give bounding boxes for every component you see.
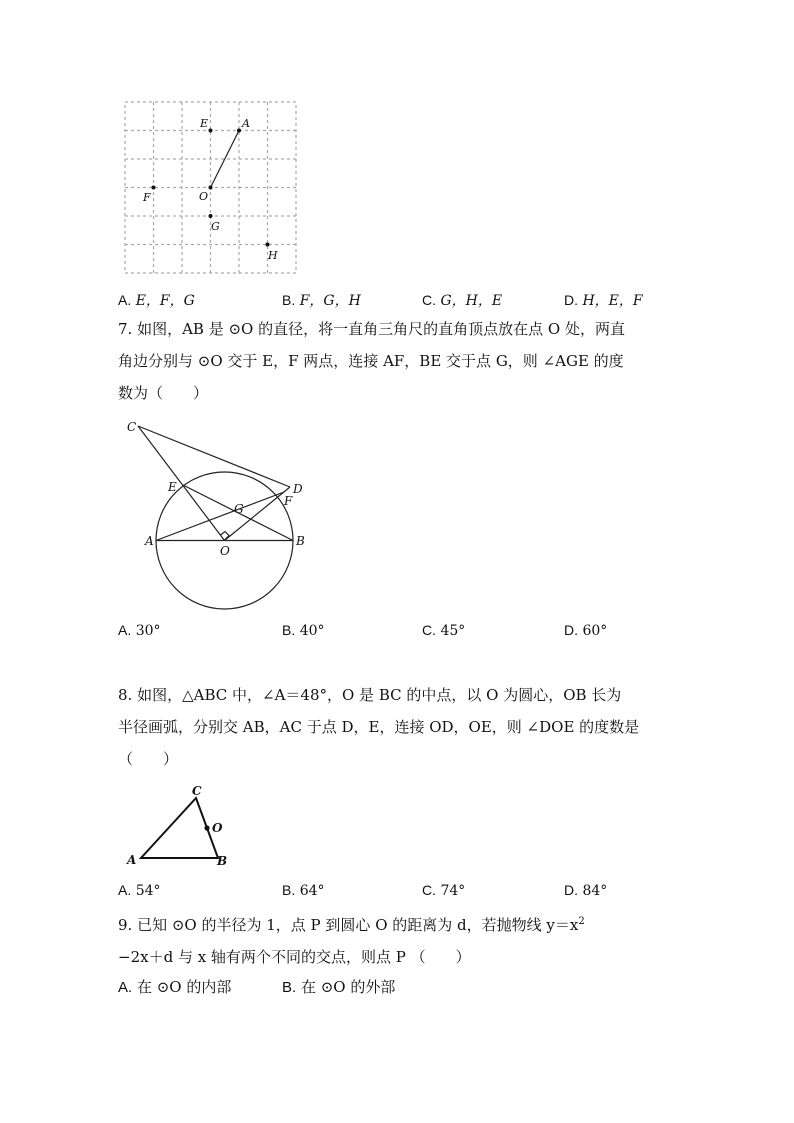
label-E: E <box>168 480 177 494</box>
q8-option-d[interactable]: D. 84° <box>564 882 608 899</box>
label-B: B <box>217 854 228 868</box>
label-C: C <box>127 420 137 434</box>
label-E: E <box>200 117 209 130</box>
right-angle-mark <box>221 532 230 541</box>
q9-line-1-text: 9. 已知 ⊙O 的半径为 1，点 P 到圆心 O 的距离为 d，若抛物线 y＝x <box>118 916 579 934</box>
q9-line-2: −2x＋d 与 x 轴有两个不同的交点，则点 P （ ） <box>118 948 471 966</box>
q7-line-2: 角边分别与 ⊙O 交于 E，F 两点，连接 AF，BE 交于点 G，则 ∠AGE 的度 <box>118 352 624 370</box>
point-O <box>209 186 213 190</box>
label-F: F <box>143 191 151 204</box>
label-C: C <box>192 784 202 798</box>
segment-AF <box>156 492 284 541</box>
label-D: D <box>293 482 303 496</box>
q7-line-3: 数为（ ） <box>118 384 209 402</box>
point-G <box>209 214 213 218</box>
point-H <box>266 243 270 247</box>
label-F: F <box>284 494 293 508</box>
q9-exponent: 2 <box>578 916 585 927</box>
q8-option-c[interactable]: C. 74° <box>422 882 466 899</box>
triangle-figure <box>118 780 248 872</box>
q8-option-b[interactable]: B. 64° <box>282 882 325 899</box>
label-G: G <box>211 220 220 233</box>
q8-option-a[interactable]: A. 54° <box>118 882 161 899</box>
point-A <box>237 129 241 133</box>
point-E <box>209 129 213 133</box>
label-O: O <box>220 544 230 558</box>
label-A: A <box>145 534 154 548</box>
q7-line-1: 7. 如图，AB 是 ⊙O 的直径，将一直角三角尺的直角顶点放在点 O 处，两直 <box>118 320 625 338</box>
circle-figure <box>118 412 328 612</box>
q9-option-b[interactable]: B. 在 ⊙O 的外部 <box>282 978 396 996</box>
label-O: O <box>199 190 209 203</box>
grid-figure <box>118 96 304 280</box>
q7-option-d[interactable]: D. 60° <box>564 622 608 639</box>
q8-line-3: （ ） <box>118 750 179 768</box>
label-G: G <box>234 502 244 516</box>
q6-option-c[interactable]: C. G，H，E <box>422 292 503 309</box>
q6-option-d[interactable]: D. H，E，F <box>564 292 643 309</box>
point-F <box>152 186 156 190</box>
q7-option-c[interactable]: C. 45° <box>422 622 466 639</box>
label-O: O <box>212 821 223 835</box>
q8-line-2: 半径画弧，分别交 AB，AC 于点 D，E，连接 OD，OE，则 ∠DOE 的度数是 <box>118 718 640 736</box>
q6-option-b[interactable]: B. F，G，H <box>282 292 361 309</box>
q6-option-a[interactable]: A. E，F，G <box>118 292 195 309</box>
q9-line-1 <box>118 914 585 935</box>
point-O <box>204 825 209 830</box>
q7-option-b[interactable]: B. 40° <box>282 622 325 639</box>
q9-option-a[interactable]: A. 在 ⊙O 的内部 <box>118 978 232 996</box>
label-H: H <box>268 249 278 262</box>
label-A: A <box>242 117 250 130</box>
q8-line-1: 8. 如图，△ABC 中，∠A＝48°，O 是 BC 的中点，以 O 为圆心，OB 长为 <box>118 686 622 704</box>
label-A: A <box>127 853 137 867</box>
label-B: B <box>296 534 305 548</box>
q7-option-a[interactable]: A. 30° <box>118 622 161 639</box>
